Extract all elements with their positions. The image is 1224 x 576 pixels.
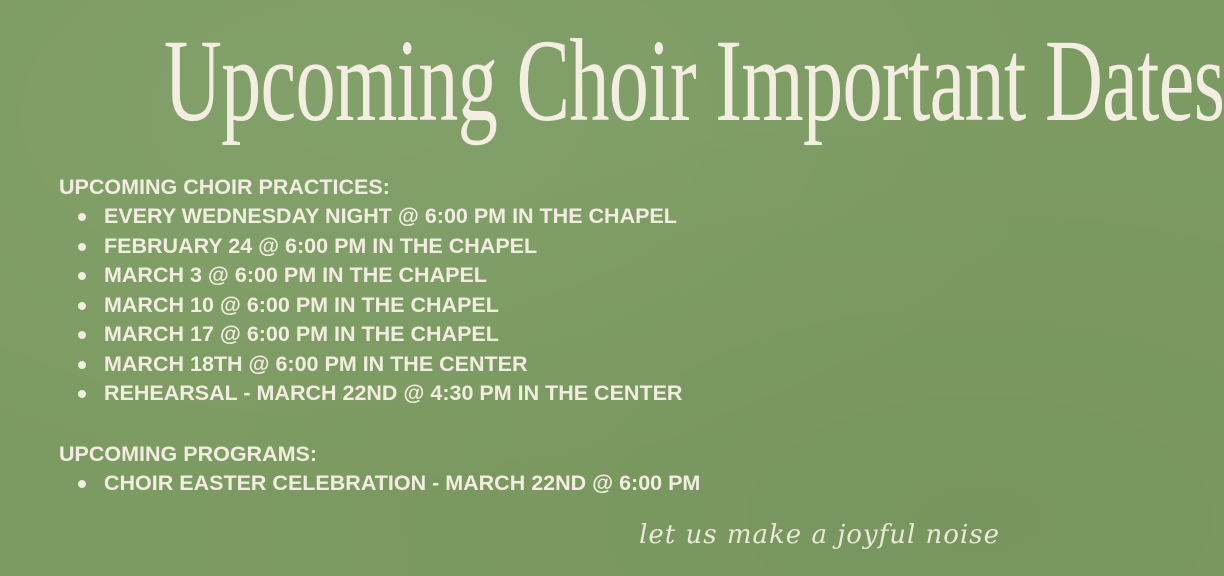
list-item-label: MARCH 3 @ 6:00 PM IN THE CHAPEL <box>104 263 487 287</box>
tagline: let us make a joyful noise <box>639 520 1000 550</box>
list-item-label: MARCH 17 @ 6:00 PM IN THE CHAPEL <box>104 322 499 346</box>
list-item-label: REHEARSAL - MARCH 22ND @ 4:30 PM IN THE CENTER <box>104 381 683 405</box>
list-item <box>59 202 959 232</box>
bullet-icon <box>78 243 86 251</box>
bullet-icon <box>78 390 86 398</box>
bullet-icon <box>78 272 86 280</box>
bullet-icon <box>78 302 86 310</box>
section-spacer <box>59 409 959 439</box>
list-item-label: MARCH 18TH @ 6:00 PM IN THE CENTER <box>104 351 528 376</box>
bullet-icon <box>78 213 86 221</box>
list-item-label: CHOIR EASTER CELEBRATION - MARCH 22ND @ 6:00 PM <box>104 470 701 495</box>
list-item-label: EVERY WEDNESDAY NIGHT @ 6:00 PM IN THE CHAPEL <box>104 204 677 228</box>
list-item <box>59 261 959 291</box>
page-title: Upcoming Choir Important Dates <box>163 15 1224 146</box>
list-item <box>59 320 959 350</box>
programs-heading: UPCOMING PROGRAMS: <box>59 441 317 466</box>
list-item-label: FEBRUARY 24 @ 6:00 PM IN THE CHAPEL <box>104 233 538 258</box>
list-item-label: MARCH 10 @ 6:00 PM IN THE CHAPEL <box>104 292 499 317</box>
programs-list <box>59 469 959 499</box>
practices-heading: UPCOMING CHOIR PRACTICES: <box>59 175 390 199</box>
list-item <box>59 350 959 380</box>
list-item <box>59 232 959 262</box>
content <box>59 172 959 498</box>
bullet-icon <box>78 361 86 369</box>
bullet-icon <box>78 331 86 339</box>
list-item <box>59 291 959 321</box>
bullet-icon <box>78 480 86 488</box>
practices-list <box>59 202 959 409</box>
list-item <box>59 469 959 499</box>
list-item <box>59 379 959 409</box>
